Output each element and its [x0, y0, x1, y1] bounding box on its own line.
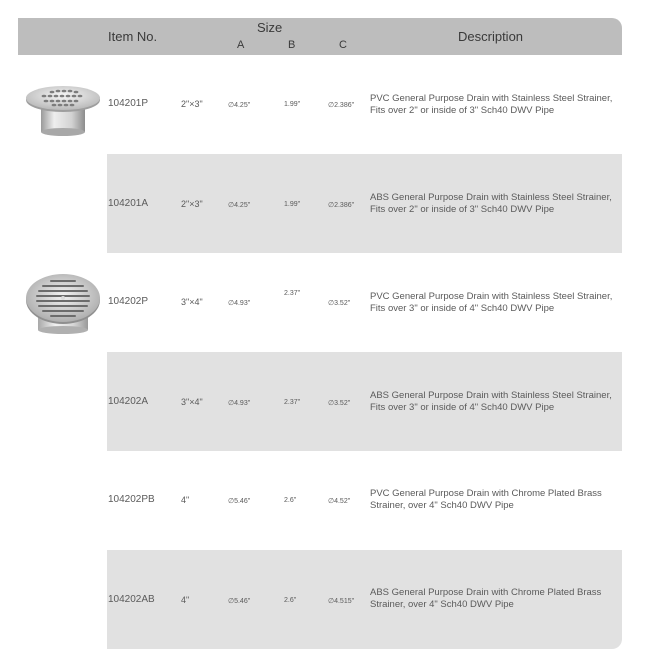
dimension-c: ∅2.386": [328, 102, 355, 109]
table-row: [107, 451, 622, 550]
dimension-c: ∅3.52": [328, 300, 351, 307]
description: ABS General Purpose Drain with Chrome Plated Brass Strainer, over 4" Sch40 DWV Pipe: [370, 587, 602, 610]
dimension-a: ∅4.25": [228, 202, 251, 209]
size-value: 2"×3": [181, 99, 203, 109]
dimension-b: 2.37": [284, 290, 301, 297]
header-item-no: Item No.: [108, 29, 158, 44]
dimension-a: ∅5.46": [228, 498, 251, 505]
dimension-b: 1.99": [284, 201, 301, 208]
size-value: 3"×4": [181, 397, 203, 407]
description: PVC General Purpose Drain with Stainless Steel Strainer, Fits over 3" or inside of 4" Sch40 DWV Pipe: [370, 291, 613, 314]
table-header: [18, 18, 622, 55]
table-row: [107, 154, 622, 253]
dimension-a: ∅4.93": [228, 300, 251, 307]
description: ABS General Purpose Drain with Stainless Steel Strainer, Fits over 2" or inside of 3" Sch40 DWV Pipe: [370, 192, 612, 215]
dimension-c: ∅2.386": [328, 202, 355, 209]
size-value: 4": [181, 595, 190, 605]
item-number: 104202A: [108, 396, 149, 407]
size-value: 3"×4": [181, 297, 203, 307]
item-number: 104202P: [108, 296, 149, 307]
dimension-a: ∅4.25": [228, 102, 251, 109]
header-description: Description: [458, 29, 524, 44]
dimension-a: ∅5.46": [228, 598, 251, 605]
header-col-a: A: [237, 39, 245, 51]
header-col-b: B: [288, 39, 296, 51]
description: PVC General Purpose Drain with Chrome Plated Brass Strainer, over 4" Sch40 DWV Pipe: [370, 488, 602, 511]
header-col-c: C: [339, 39, 347, 51]
description: ABS General Purpose Drain with Stainless Steel Strainer, Fits over 3" or inside of 4" Sch40 DWV Pipe: [370, 390, 612, 413]
table-row: [107, 352, 622, 451]
item-number: 104202PB: [108, 494, 155, 505]
item-number: 104201P: [108, 98, 149, 109]
item-number: 104201A: [108, 198, 149, 209]
dimension-b: 2.37": [284, 399, 301, 406]
header-size: Size: [257, 20, 283, 35]
table-row: [107, 55, 622, 154]
dimension-b: 2.6": [284, 497, 297, 504]
dimension-c: ∅4.515": [328, 598, 355, 605]
table-row: [107, 550, 622, 649]
dimension-c: ∅3.52": [328, 400, 351, 407]
dimension-b: 1.99": [284, 101, 301, 108]
dimension-b: 2.6": [284, 597, 297, 604]
size-value: 4": [181, 495, 190, 505]
dimension-c: ∅4.52": [328, 498, 351, 505]
round-drain-image: [24, 82, 102, 138]
dimension-a: ∅4.93": [228, 400, 251, 407]
slotted-drain-image: [24, 270, 104, 336]
item-number: 104202AB: [108, 594, 155, 605]
table-row: [107, 253, 622, 352]
size-value: 2"×3": [181, 199, 203, 209]
description: PVC General Purpose Drain with Stainless Steel Strainer, Fits over 2" or inside of 3" Sch40 DWV Pipe: [370, 93, 613, 116]
